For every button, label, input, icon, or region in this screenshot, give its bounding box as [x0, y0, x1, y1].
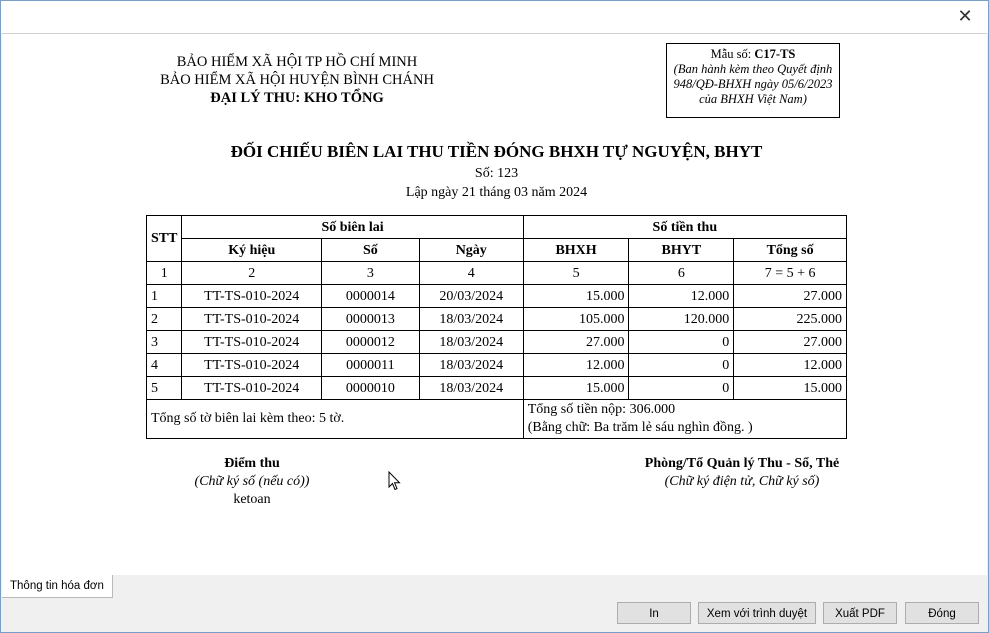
org-line-1: BẢO HIỂM XÃ HỘI TP HỒ CHÍ MINH [176, 54, 418, 70]
cell-stt: 1 [147, 285, 182, 308]
signature-left-title: Điểm thu [224, 456, 280, 471]
management-signature [632, 455, 852, 491]
title-bar [1, 1, 988, 33]
cell-no: 0000010 [322, 377, 420, 400]
receipt-count-summary: Tổng số tờ biên lai kèm theo: 5 tờ. [147, 400, 524, 439]
header-row-2 [147, 239, 847, 262]
organization-header [147, 53, 447, 107]
org-line-2: BẢO HIỂM XÃ HỘI HUYỆN BÌNH CHÁNH [160, 72, 434, 88]
cell-symbol: TT-TS-010-2024 [182, 331, 322, 354]
cell-symbol: TT-TS-010-2024 [182, 308, 322, 331]
total-paid: Tổng số tiền nộp: 306.000 [527, 402, 676, 417]
view-in-browser-button[interactable]: Xem với trình duyệt [698, 602, 816, 624]
cell-stt: 4 [147, 354, 182, 377]
form-note-3: của BHXH Việt Nam) [699, 92, 807, 106]
cell-bhxh: 105.000 [523, 308, 629, 331]
cell-bhxh: 15.000 [523, 377, 629, 400]
cell-no: 0000014 [322, 285, 420, 308]
cell-stt: 2 [147, 308, 182, 331]
cell-no: 0000013 [322, 308, 420, 331]
total-in-words: (Bằng chữ: Ba trăm lẻ sáu nghìn đồng. ) [527, 420, 753, 435]
cell-bhyt: 0 [629, 331, 734, 354]
signature-right-note: (Chữ ký điện tử, Chữ ký số) [664, 474, 820, 489]
header-bhyt: BHYT [629, 239, 734, 262]
report-document [2, 33, 987, 577]
table-row [147, 354, 847, 377]
summary-row [147, 400, 847, 439]
cell-bhyt: 12.000 [629, 285, 734, 308]
cell-date: 20/03/2024 [419, 285, 523, 308]
index-row [147, 262, 847, 285]
header-total: Tổng số [734, 239, 847, 262]
index-cell: 3 [322, 262, 420, 285]
bottom-tab-strip [2, 575, 987, 599]
table-row [147, 285, 847, 308]
cell-bhxh: 15.000 [523, 285, 629, 308]
cell-bhxh: 12.000 [523, 354, 629, 377]
close-button[interactable]: Đóng [905, 602, 979, 624]
header-symbol: Ký hiệu [182, 239, 322, 262]
signature-left-note: (Chữ ký số (nếu có)) [194, 474, 310, 489]
cell-no: 0000012 [322, 331, 420, 354]
header-bhxh: BHXH [523, 239, 629, 262]
header-date: Ngày [419, 239, 523, 262]
org-line-3: ĐẠI LÝ THU: KHO TỔNG [210, 90, 384, 106]
index-cell: 1 [147, 262, 182, 285]
cell-symbol: TT-TS-010-2024 [182, 354, 322, 377]
document-date: Lập ngày 21 tháng 03 năm 2024 [405, 185, 588, 200]
cell-bhyt: 0 [629, 377, 734, 400]
tab-invoice-info[interactable]: Thông tin hóa đơn [2, 575, 113, 598]
cell-date: 18/03/2024 [419, 377, 523, 400]
form-code: Mẫu số: C17-TS [710, 47, 796, 61]
index-cell: 6 [629, 262, 734, 285]
table-row [147, 377, 847, 400]
print-button[interactable]: In [617, 602, 691, 624]
cell-no: 0000011 [322, 354, 420, 377]
header-stt: STT [147, 216, 182, 262]
amount-summary [523, 400, 846, 439]
index-cell: 2 [182, 262, 322, 285]
cell-symbol: TT-TS-010-2024 [182, 285, 322, 308]
cell-total: 27.000 [734, 285, 847, 308]
form-note-1: (Ban hành kèm theo Quyết định [673, 62, 833, 76]
mouse-cursor-icon [388, 471, 402, 491]
signature-right-title: Phòng/Tổ Quản lý Thu - Sổ, Thẻ [644, 456, 840, 471]
cell-bhyt: 0 [629, 354, 734, 377]
signature-left-name: ketoan [233, 492, 271, 507]
form-note-2: 948/QĐ-BHXH ngày 05/6/2023 [673, 77, 833, 91]
header-row-1 [147, 216, 847, 239]
header-amount: Số tiền thu [523, 216, 846, 239]
document-title: ĐỐI CHIẾU BIÊN LAI THU TIỀN ĐÓNG BHXH TỰ NGUYỆN, BHYT [230, 142, 763, 161]
cell-total: 27.000 [734, 331, 847, 354]
table-row [147, 308, 847, 331]
document-number: Số: 123 [474, 166, 519, 181]
cell-stt: 5 [147, 377, 182, 400]
collection-point-signature [172, 455, 332, 509]
cell-symbol: TT-TS-010-2024 [182, 377, 322, 400]
cell-date: 18/03/2024 [419, 354, 523, 377]
cell-total: 225.000 [734, 308, 847, 331]
index-cell: 7 = 5 + 6 [734, 262, 847, 285]
table-row [147, 331, 847, 354]
cell-total: 12.000 [734, 354, 847, 377]
header-no: Số [322, 239, 420, 262]
header-receipt: Số biên lai [182, 216, 523, 239]
close-icon[interactable]: ✕ [957, 6, 973, 27]
form-code-box [666, 43, 840, 118]
cell-bhxh: 27.000 [523, 331, 629, 354]
index-cell: 5 [523, 262, 629, 285]
cell-date: 18/03/2024 [419, 308, 523, 331]
receipt-table [146, 215, 847, 439]
cell-bhyt: 120.000 [629, 308, 734, 331]
cell-total: 15.000 [734, 377, 847, 400]
index-cell: 4 [419, 262, 523, 285]
export-pdf-button[interactable]: Xuất PDF [823, 602, 897, 624]
cell-stt: 3 [147, 331, 182, 354]
cell-date: 18/03/2024 [419, 331, 523, 354]
